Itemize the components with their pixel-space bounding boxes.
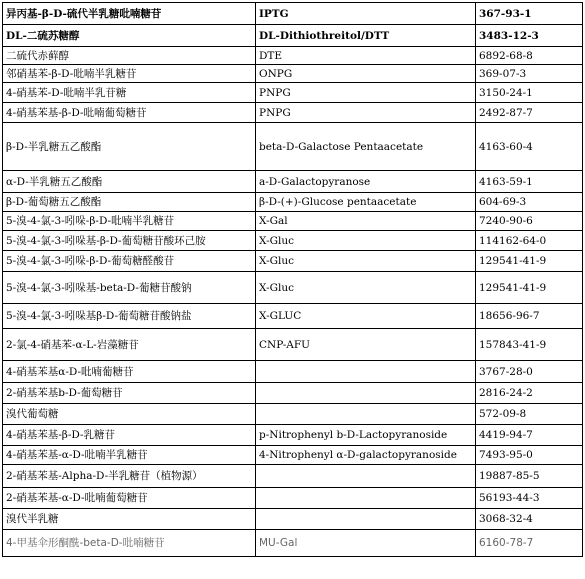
- cell-cas-number: 6160-78-7: [476, 530, 583, 557]
- cell-cas-number: 3767-28-0: [476, 361, 583, 383]
- cell-english-name: [256, 509, 476, 530]
- cell-english-name: PNPG: [256, 103, 476, 123]
- cell-chinese-name: 异丙基-β-D-硫代半乳糖吡喃糖苷: [3, 3, 256, 25]
- cell-chinese-name: 2-硝基苯基-α-D-吡喃葡萄糖苷: [3, 488, 256, 509]
- cell-cas-number: 572-09-8: [476, 404, 583, 425]
- cell-cas-number: 19887-85-5: [476, 465, 583, 488]
- cell-chinese-name: 4-硝基苯基-β-D-乳糖苷: [3, 425, 256, 446]
- table-row: [3, 193, 583, 212]
- cell-chinese-name: 2-氯-4-硝基苯-α-L-岩藻糖苷: [3, 329, 256, 361]
- cell-cas-number: 114162-64-0: [476, 231, 583, 251]
- cell-cas-number: 7493-95-0: [476, 446, 583, 465]
- table-row: [3, 272, 583, 304]
- table-row: [3, 304, 583, 329]
- cell-cas-number: 2492-87-7: [476, 103, 583, 123]
- cell-cas-number: 157843-41-9: [476, 329, 583, 361]
- cell-english-name: MU-Gal: [256, 530, 476, 557]
- cell-cas-number: 4163-60-4: [476, 123, 583, 171]
- table-row: [3, 231, 583, 251]
- cell-english-name: CNP-AFU: [256, 329, 476, 361]
- cell-english-name: [256, 488, 476, 509]
- table-row: [3, 123, 583, 171]
- cell-cas-number: 7240-90-6: [476, 212, 583, 231]
- cell-chinese-name: 5-溴-4-氯-3-吲哚基-β-D-葡萄糖苷酸环己胺: [3, 231, 256, 251]
- cell-english-name: X-GLUC: [256, 304, 476, 329]
- table-row: [3, 3, 583, 25]
- cell-cas-number: 129541-41-9: [476, 272, 583, 304]
- cell-english-name: 4-Nitrophenyl α-D-galactopyranoside: [256, 446, 476, 465]
- cell-cas-number: 6892-68-8: [476, 47, 583, 65]
- cell-chinese-name: 4-硝基苯-D-吡喃半乳苷糖: [3, 83, 256, 103]
- table-row: [3, 425, 583, 446]
- cell-english-name: [256, 383, 476, 404]
- cell-cas-number: 2816-24-2: [476, 383, 583, 404]
- cell-chinese-name: α-D-半乳糖五乙酸酯: [3, 171, 256, 193]
- table-row: [3, 446, 583, 465]
- cell-english-name: X-Gluc: [256, 231, 476, 251]
- cell-cas-number: 604-69-3: [476, 193, 583, 212]
- cell-chinese-name: 2-硝基苯基-Alpha-D-半乳糖苷（植物源）: [3, 465, 256, 488]
- cell-chinese-name: β-D-葡萄糖五乙酸酯: [3, 193, 256, 212]
- table-row: [3, 83, 583, 103]
- cell-chinese-name: 5-溴-4-氯-3-吲哚基β-D-葡萄糖苷酸钠盐: [3, 304, 256, 329]
- cell-english-name: IPTG: [256, 3, 476, 25]
- cell-english-name: DL-Dithiothreitol/DTT: [256, 25, 476, 47]
- table-row: [3, 47, 583, 65]
- table-row: [3, 65, 583, 83]
- table-row: [3, 530, 583, 557]
- table-row: [3, 103, 583, 123]
- cell-cas-number: 4163-59-1: [476, 171, 583, 193]
- cell-chinese-name: 4-硝基苯基-β-D-吡喃葡萄糖苷: [3, 103, 256, 123]
- cell-english-name: DTE: [256, 47, 476, 65]
- cell-cas-number: 3150-24-1: [476, 83, 583, 103]
- table-row: [3, 383, 583, 404]
- cell-english-name: [256, 404, 476, 425]
- cell-english-name: p-Nitrophenyl b-D-Lactopyranoside: [256, 425, 476, 446]
- table-row: [3, 488, 583, 509]
- cell-english-name: ONPG: [256, 65, 476, 83]
- cell-cas-number: 3068-32-4: [476, 509, 583, 530]
- cell-chinese-name: 5-溴-4-氯-3-吲哚基-beta-D-葡糖苷酸钠: [3, 272, 256, 304]
- cell-english-name: [256, 465, 476, 488]
- cell-chinese-name: 4-甲基伞形酮酰-beta-D-吡喃糖苷: [3, 530, 256, 557]
- cell-chinese-name: 4-硝基苯基-α-D-吡喃半乳糖苷: [3, 446, 256, 465]
- cell-english-name: [256, 361, 476, 383]
- compound-table-body: [3, 3, 583, 557]
- cell-english-name: X-Gal: [256, 212, 476, 231]
- cell-cas-number: 4419-94-7: [476, 425, 583, 446]
- cell-english-name: beta-D-Galactose Pentaacetate: [256, 123, 476, 171]
- table-row: [3, 212, 583, 231]
- cell-chinese-name: β-D-半乳糖五乙酸酯: [3, 123, 256, 171]
- table-row: [3, 509, 583, 530]
- cell-chinese-name: 5-溴-4-氯-3-吲哚-β-D-葡萄糖醛酸苷: [3, 251, 256, 272]
- cell-cas-number: 3483-12-3: [476, 25, 583, 47]
- cell-english-name: X-Gluc: [256, 251, 476, 272]
- cell-cas-number: 56193-44-3: [476, 488, 583, 509]
- table-row: [3, 329, 583, 361]
- cell-english-name: β-D-(+)-Glucose pentaacetate: [256, 193, 476, 212]
- cell-cas-number: 18656-96-7: [476, 304, 583, 329]
- cell-chinese-name: 二硫代赤藓醇: [3, 47, 256, 65]
- cell-english-name: X-Gluc: [256, 272, 476, 304]
- cell-chinese-name: 2-硝基苯基b-D-葡萄糖苷: [3, 383, 256, 404]
- compound-table: [2, 2, 583, 557]
- cell-chinese-name: 4-硝基苯基α-D-吡喃葡糖苷: [3, 361, 256, 383]
- cell-cas-number: 369-07-3: [476, 65, 583, 83]
- cell-english-name: a-D-Galactopyranose: [256, 171, 476, 193]
- table-row: [3, 361, 583, 383]
- table-row: [3, 251, 583, 272]
- cell-english-name: PNPG: [256, 83, 476, 103]
- cell-cas-number: 129541-41-9: [476, 251, 583, 272]
- cell-chinese-name: 溴代葡萄糖: [3, 404, 256, 425]
- cell-cas-number: 367-93-1: [476, 3, 583, 25]
- cell-chinese-name: DL-二硫苏糖醇: [3, 25, 256, 47]
- table-row: [3, 404, 583, 425]
- table-row: [3, 25, 583, 47]
- table-row: [3, 465, 583, 488]
- cell-chinese-name: 5-溴-4-氯-3-吲哚-β-D-吡喃半乳糖苷: [3, 212, 256, 231]
- cell-chinese-name: 邻硝基苯-β-D-吡喃半乳糖苷: [3, 65, 256, 83]
- cell-chinese-name: 溴代半乳糖: [3, 509, 256, 530]
- table-row: [3, 171, 583, 193]
